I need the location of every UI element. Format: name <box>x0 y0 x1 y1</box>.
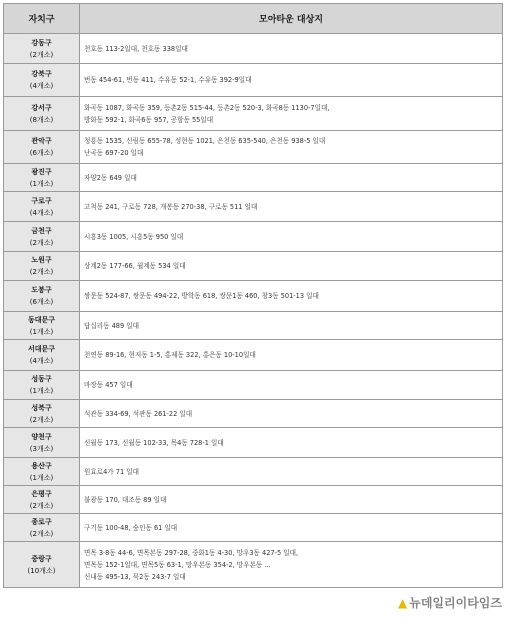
targets-cell <box>80 428 503 458</box>
district-cell <box>4 371 80 400</box>
targets-cell <box>80 131 503 164</box>
targets-cell <box>80 222 503 252</box>
district-name: 용산구 <box>31 461 52 470</box>
district-name: 종로구 <box>31 517 52 526</box>
table-row <box>4 486 503 514</box>
district-cell <box>4 312 80 340</box>
district-cell <box>4 64 80 97</box>
district-cell <box>4 222 80 252</box>
district-cell <box>4 486 80 514</box>
district-name: 성북구 <box>31 403 52 412</box>
table-header-row <box>4 4 503 34</box>
table-row <box>4 34 503 64</box>
targets-cell <box>80 340 503 371</box>
moa-town-table <box>3 3 503 588</box>
target-line: 천연동 89-16, 현저동 1-5, 홍제동 322, 홍은동 10-10일대 <box>84 351 256 359</box>
target-line: 면목동 152-1일대, 면목5동 63-1, 망우본동 354-2, 망우본동 ... <box>84 560 271 569</box>
district-cell <box>4 131 80 164</box>
district-count: (6개소) <box>29 149 54 157</box>
district-count: (2개소) <box>29 238 54 247</box>
table-row <box>4 428 503 458</box>
district-name: 강서구 <box>31 103 52 112</box>
target-line: 청룡동 1535, 신림동 655-78, 성현동 1021, 은천동 635-540, 은천동 938-5 일대 <box>84 137 326 145</box>
district-cell <box>4 252 80 281</box>
target-line: 면목 3·8동 44-6, 면목본동 297-28, 중화1동 4-30, 망우3동 427-5 일대, <box>84 548 299 557</box>
district-count: (6개소) <box>29 298 54 306</box>
targets-cell <box>80 371 503 400</box>
table-row <box>4 252 503 281</box>
district-cell <box>4 164 80 192</box>
district-count: (2개소) <box>29 501 54 510</box>
district-count: (1개소) <box>29 327 54 336</box>
table-row <box>4 222 503 252</box>
target-line: 고척동 241, 구로동 728, 개봉동 270-38, 구로동 511 일대 <box>84 202 258 211</box>
district-cell <box>4 428 80 458</box>
header-targets: 모아타운 대상지 <box>80 4 503 34</box>
district-count: (2개소) <box>29 50 54 59</box>
district-count: (4개소) <box>29 82 54 90</box>
district-cell <box>4 400 80 428</box>
target-line: 상계2동 177-66, 월계동 534 일대 <box>84 262 186 270</box>
district-name: 금천구 <box>31 226 52 235</box>
district-name: 강북구 <box>31 70 52 78</box>
target-line: 석관동 334-69, 석관동 261-22 일대 <box>84 409 193 418</box>
district-count: (2개소) <box>29 529 54 538</box>
targets-cell <box>80 514 503 542</box>
district-count: (3개소) <box>29 444 54 453</box>
table-row <box>4 340 503 371</box>
district-name: 중랑구 <box>31 554 52 563</box>
district-name: 성동구 <box>31 375 52 383</box>
targets-cell <box>80 252 503 281</box>
table-row <box>4 164 503 192</box>
district-name: 은평구 <box>31 489 52 498</box>
district-count: (2개소) <box>29 268 54 276</box>
district-count: (1개소) <box>29 179 54 188</box>
district-name: 서대문구 <box>27 345 56 353</box>
target-line: 원효로4가 71 일대 <box>84 467 139 476</box>
target-line: 구기동 100-48, 숭인동 61 일대 <box>84 523 178 532</box>
targets-cell <box>80 458 503 486</box>
table-row <box>4 312 503 340</box>
table-row <box>4 400 503 428</box>
district-count: (1개소) <box>29 387 54 395</box>
table-row <box>4 371 503 400</box>
targets-cell <box>80 542 503 588</box>
targets-cell <box>80 400 503 428</box>
target-line: 답십리동 489 일대 <box>84 321 139 330</box>
district-name: 관악구 <box>31 137 52 145</box>
table-row <box>4 97 503 131</box>
district-name: 동대문구 <box>27 315 56 324</box>
district-count: (4개소) <box>29 208 54 217</box>
table-row <box>4 281 503 312</box>
target-line: 마장동 457 일대 <box>84 381 133 389</box>
table-row <box>4 192 503 222</box>
district-name: 강동구 <box>31 38 52 47</box>
district-count: (4개소) <box>29 357 54 365</box>
district-name: 구로구 <box>31 196 52 205</box>
target-line: 화곡동 1087, 화곡동 359, 등촌2동 515-44, 등촌2동 520-3, 화곡8동 1130-7일대, <box>84 103 330 112</box>
targets-cell <box>80 64 503 97</box>
district-name: 광진구 <box>31 167 52 176</box>
target-line: 쌍문동 524-87, 쌍문동 494-22, 방학동 618, 쌍문1동 460, 창3동 501-13 일대 <box>84 292 319 300</box>
district-cell <box>4 34 80 64</box>
table-row <box>4 514 503 542</box>
district-cell <box>4 97 80 131</box>
district-cell <box>4 281 80 312</box>
targets-cell <box>80 312 503 340</box>
district-name: 양천구 <box>31 432 52 441</box>
table-row <box>4 131 503 164</box>
targets-cell <box>80 34 503 64</box>
district-cell <box>4 458 80 486</box>
target-line: 시흥3동 1005, 시흥5동 950 일대 <box>84 232 184 241</box>
district-name: 노원구 <box>31 256 52 264</box>
district-cell <box>4 340 80 371</box>
table-row <box>4 542 503 588</box>
district-count: (8개소) <box>29 115 54 124</box>
district-name: 도봉구 <box>31 286 52 294</box>
watermark <box>398 594 502 611</box>
target-line: 신내동 495-13, 묵2동 243-7 일대 <box>84 572 186 581</box>
target-line: 자양2동 649 일대 <box>84 173 137 182</box>
target-line: 번동 454-61, 번동 411, 수유동 52-1, 수유동 392-9일대 <box>84 76 252 84</box>
table-row <box>4 64 503 97</box>
target-line: 천호동 113-2일대, 천호동 338일대 <box>84 44 188 53</box>
target-line: 신월동 173, 신월동 102-33, 목4동 728-1 일대 <box>84 438 224 447</box>
targets-cell <box>80 281 503 312</box>
district-cell <box>4 542 80 588</box>
district-cell <box>4 514 80 542</box>
district-count: (1개소) <box>29 473 54 482</box>
district-count: (2개소) <box>29 415 54 424</box>
table-row <box>4 458 503 486</box>
targets-cell <box>80 192 503 222</box>
target-line: 난곡동 697-20 일대 <box>84 149 144 157</box>
target-line: 방화동 592-1, 화곡6동 957, 공항동 55일대 <box>84 115 214 124</box>
targets-cell <box>80 164 503 192</box>
target-line: 불광동 170, 대조동 89 일대 <box>84 495 167 504</box>
targets-cell <box>80 486 503 514</box>
district-cell <box>4 192 80 222</box>
targets-cell <box>80 97 503 131</box>
header-district: 자치구 <box>4 4 80 34</box>
district-count: (10개소) <box>27 566 56 575</box>
logo-mark-icon: ▲ <box>398 596 408 610</box>
watermark-text: 뉴데일리이타임즈 <box>409 596 502 610</box>
